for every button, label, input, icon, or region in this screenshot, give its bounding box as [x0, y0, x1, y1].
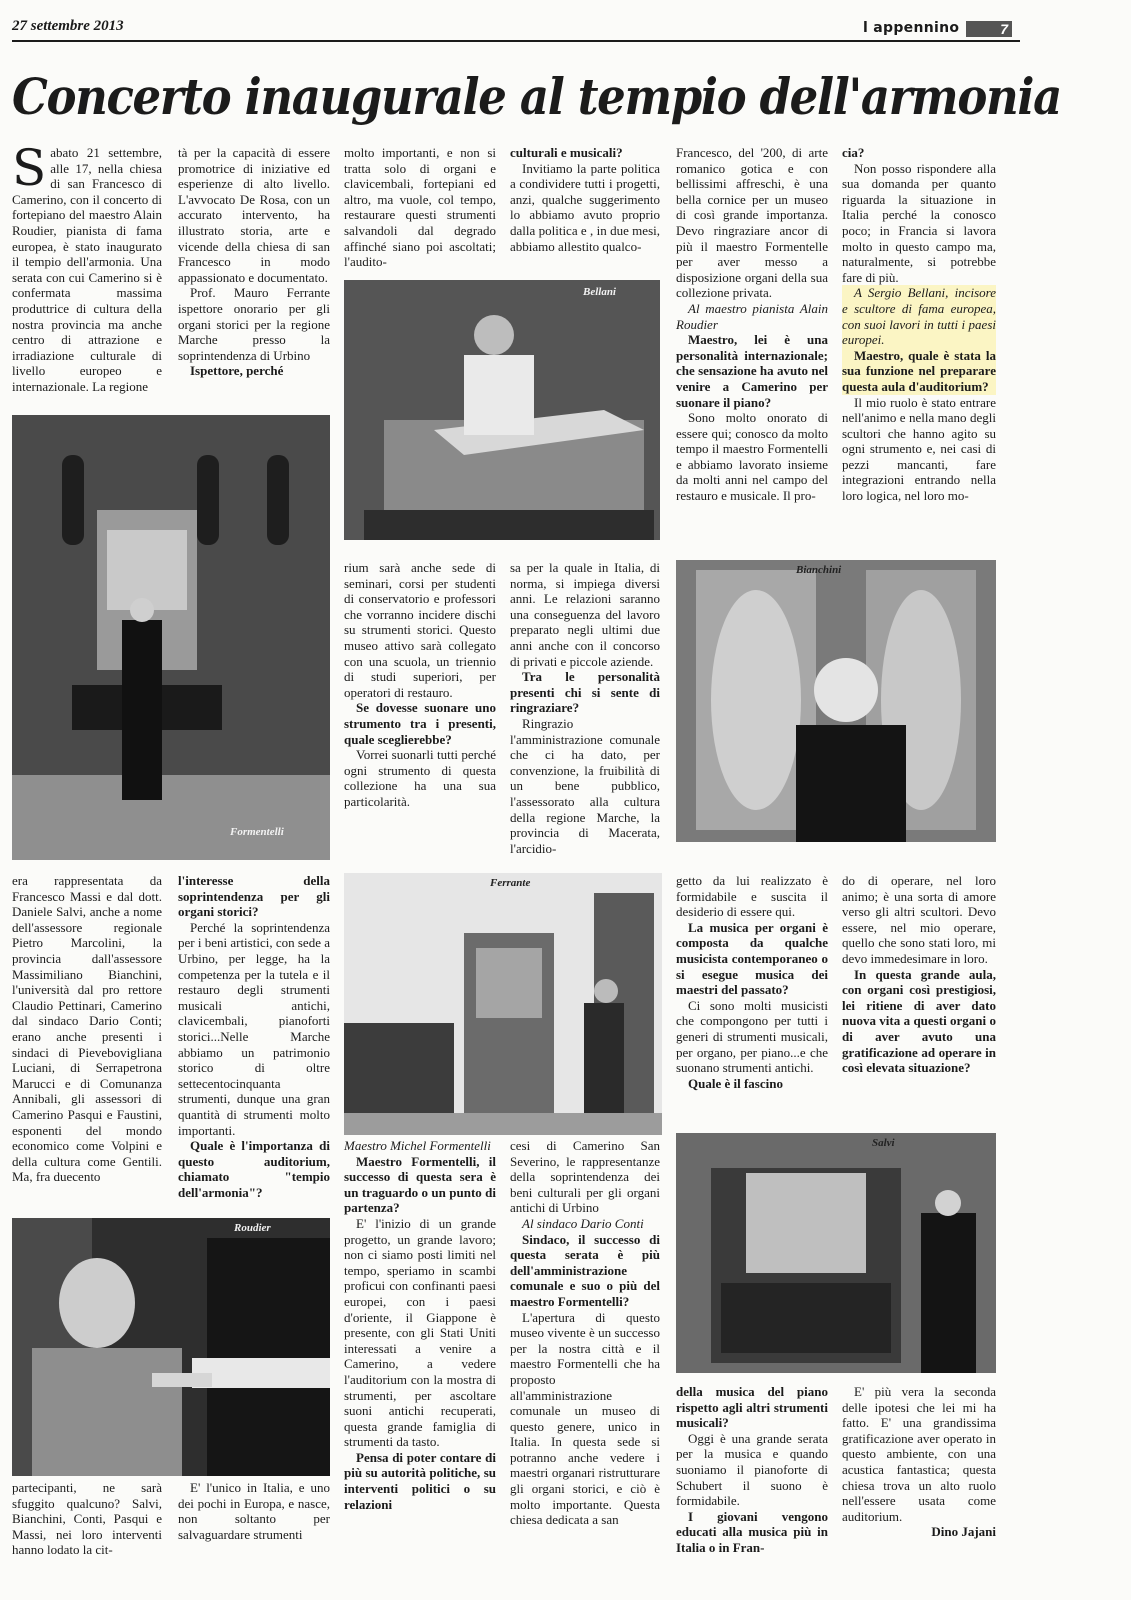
- paragraph: Sono molto onorato di essere qui; conosco da molto tempo il maestro Formentelli e abbiamo lavorato insieme da molti anni nel campo del restauro e musicale. Il pro-: [676, 410, 828, 504]
- paragraph: Perché la soprintendenza per i beni artistici, con sede a Urbino, per legge, ha la competenza per la tutela e il restauro degli strumenti musicali antichi, clavicembali, pianoforti storici...Nelle Marche abbiamo un patrimonio storico di oltre settecentocinquanta strumenti, dunque una gran quantità di strumenti molto importanti.: [178, 919, 330, 1138]
- interview-question: Maestro, quale è stata la sua funzione nel preparare questa aula d'auditorium?: [842, 347, 996, 394]
- interview-question: Tra le personalità presenti chi si sente di ringraziare?: [510, 669, 660, 716]
- photo-credit: Bellani: [582, 286, 616, 298]
- paragraph: abato 21 settembre, alle 17, nella chiesa di san Francesco di Camerino, con il concerto di fortepiano del maestro Alain Roudier, pianista di fama europea, è stato inaugurato il tempio dell'armonia. Una serata con cui Camerino si è confermata massima produttrice di cultura della nostra provincia ma anche centro di attrazione e irradiazione culturale di livello europeo e internazionale. La regione: [12, 145, 162, 394]
- interview-question: Quale è l'importanza di questo auditorium, chiamato "tempio dell'armonia"?: [178, 1138, 330, 1200]
- paragraph: L'apertura di questo museo vivente è un successo per la nostra città e il maestro Formentelli che ha proposto all'amministrazione comunale un museo di questo genere, unico in Italia. In questa sede si potranno anche vedere i maestri organari ristrutturare gli organi storici, e ciò è molto importante. Questa chiesa dedicata a san: [510, 1309, 660, 1528]
- paragraph: Non posso rispondere alla sua domanda per quanto riguarda la situazione in Italia perché la conosco poco; in Francia si lavora molto in questo campo ma, naturalmente, si potrebbe fare di più.: [842, 160, 996, 285]
- photo-salvi-organ: [676, 1133, 996, 1373]
- photo-formentelli-church: [12, 415, 330, 860]
- photo-bellani-sculptor: [344, 280, 660, 540]
- interview-question: Ispettore, perché: [190, 363, 284, 379]
- interview-question: culturali e musicali?: [510, 145, 623, 160]
- article-headline: Concerto inaugurale al tempio dell'armonia: [12, 67, 1061, 126]
- photo-bianchini-speaker: [676, 560, 996, 842]
- caption: Maestro Michel Formentelli: [344, 1138, 491, 1153]
- column-2-bottom: [178, 1480, 330, 1590]
- author-signature: Dino Jajani: [931, 1524, 996, 1540]
- column-3-mid: [344, 560, 496, 860]
- column-4-mid: [510, 560, 660, 860]
- column-4-top: [510, 145, 660, 265]
- column-5-lower: [676, 873, 828, 1123]
- caption: A Sergio Bellani, incisore e scultore di fama europea, con suoi lavori in tutti i paesi europei.: [842, 285, 996, 348]
- caption: Al sindaco Dario Conti: [522, 1215, 644, 1231]
- paragraph: rium sarà anche sede di seminari, corsi per studenti di conservatorio e professori che vorranno incidere dischi su strumenti storici. Questo museo attivo sarà collegato con una scuola, un triennio di studi superiori, per operatori di restauro.: [344, 560, 496, 700]
- newspaper-name: l appennino: [863, 20, 960, 36]
- interview-question: In questa grande aula, con organi così prestigiosi, lei ritiene di aver dato nuova vita a questi organi o di aver avuto una gratificazione ad operare in così elevata situazione?: [842, 966, 996, 1076]
- paragraph: do di operare, nel loro animo; è una sorta di amore verso gli altri scultori. Devo essere, nel mio operare, quello che sono stati loro, mi devo immedesimare in loro.: [842, 873, 996, 966]
- column-1-bottom: [12, 1480, 162, 1590]
- paragraph: Il mio ruolo è stato entrare nell'animo e nella mano degli scultori che hanno agito su ogni strumento e, nei casi di pezzi mancanti, fare integrazioni entrando nella loro logica, nel loro mo-: [842, 394, 996, 504]
- issue-date: 27 settembre 2013: [12, 18, 124, 34]
- interview-question: della musica del piano rispetto agli altri strumenti musicali?: [676, 1384, 828, 1431]
- paragraph: E' l'unico in Italia, e uno dei pochi in Europa, e nasce, non soltanto per salvaguardare strumenti: [178, 1480, 330, 1542]
- paragraph: Oggi è una grande serata per la musica e quando suoniamo il pianoforte di Schubert il suono è formidabile.: [676, 1430, 828, 1509]
- column-3-bottom: [344, 1138, 496, 1588]
- paragraph: sa per la quale in Italia, di norma, si impiega diversi anni. Le relazioni saranno una conseguenza del lavoro preparato negli ultimi due anni anche con il concorso di privati e piccole aziende.: [510, 560, 660, 669]
- paragraph: cesi di Camerino San Severino, le rappresentanze della soprintendenza dei beni culturali per gli organi antichi di Urbino: [510, 1138, 660, 1216]
- paragraph: Prof. Mauro Ferrante ispettore onorario per gli organi storici per la regione Marche presso la soprintendenza di Urbino: [178, 285, 330, 363]
- paragraph: getto da lui realizzato è formidabile e suscita il desiderio di essere qui.: [676, 873, 828, 920]
- photo-credit: Roudier: [234, 1222, 271, 1234]
- interview-question: l'interesse della soprintendenza per gli organi storici?: [178, 873, 330, 920]
- photo-roudier-pianist: [12, 1218, 330, 1476]
- column-1-top: [12, 139, 162, 405]
- paragraph: E' più vera la seconda delle ipotesi che lei mi ha fatto. E' una grandissima gratificazione aver operato in questo ambiente, con una acustica fantastica; questa chiesa trova un alto ruolo nell'essere usata come auditorium.: [842, 1384, 996, 1524]
- column-6-top: [842, 145, 996, 545]
- interview-question: Se dovesse suonare uno strumento tra i presenti, quale sceglierebbe?: [344, 700, 496, 747]
- interview-question: Maestro Formentelli, il successo di questa sera è un traguardo o un punto di partenza?: [344, 1153, 496, 1216]
- column-6-bottom: [842, 1384, 996, 1584]
- column-3-top: [344, 145, 496, 270]
- highlighted-passage: [842, 285, 996, 394]
- drop-cap: S: [12, 139, 47, 197]
- interview-question: La musica per organi è composta da qualche musicista contemporaneo o si esegue musica dei maestri del passato?: [676, 919, 828, 998]
- column-2-top: [178, 145, 330, 405]
- page-number: 7: [966, 21, 1012, 37]
- paragraph: partecipanti, ne sarà sfuggito qualcuno? Salvi, Bianchini, Conti, Pasqui e Massi, nei loro interventi hanno lodato la cit-: [12, 1480, 162, 1558]
- photo-credit: Ferrante: [490, 877, 531, 889]
- photo-credit: Formentelli: [230, 826, 284, 838]
- column-6-lower: [842, 873, 996, 1123]
- paragraph: molto importanti, e non si tratta solo di organi e clavicembali, fortepiani ed altro, ma vuole, col tempo, restaurare questi strumenti salvandoli dal degrado affinché siano poi ascoltati; l'audito-: [344, 145, 496, 270]
- interview-question: Maestro, lei è una personalità internazionale; che sensazione ha avuto nel venire a Camerino per suonare il piano?: [676, 332, 828, 410]
- paragraph: era rappresentata da Francesco Massi e dal dott. Daniele Salvi, anche a nome dell'assessore regionale Pietro Marcolini, la provincia dall'assessore Massimiliano Bianchini, l'università dal pro rettore Claudio Pettinari, Camerino dal sindaco Dario Conti; erano anche presenti i sindaci di Pievebovigliana Luciani, di Serrapetrona Marucci e di Comunanza Annibali, gli assessori di Camerino Pasqui e Faustini, esponenti del mondo economico come Volpini e della cultura come Gentili. Ma, fra duecento: [12, 873, 162, 1185]
- paragraph: Ci sono molti musicisti che compongono per tutti i generi di strumenti musicali, per organo, per piano...e che suonano strumenti antichi.: [676, 997, 828, 1076]
- column-2-lower: [178, 873, 330, 1213]
- caption: Al maestro pianista Alain Roudier: [676, 300, 828, 332]
- interview-question: Pensa di poter contare di più su autorità politiche, su interventi politici o su relazioni: [344, 1449, 496, 1512]
- paragraph: Invitiamo la parte politica a condividere tutti i progetti, anzi, qualche suggerimento lo abbiamo avuto proprio dalla politica e , in due mesi, abbiamo allestito qualco-: [510, 160, 660, 254]
- column-1-lower: [12, 873, 162, 1213]
- interview-question: I giovani vengono educati alla musica più in Italia o in Fran-: [676, 1508, 828, 1555]
- paragraph: E' l'inizio di un grande progetto, un grande lavoro; non ci siamo posti limiti nel tempo, speriamo in scambi proficui con confinanti paesi europei, con i paesi d'oriente, il Giappone è presente, con gli Stati Uniti interessati a venire a Camerino, a vedere l'auditorium con la mostra di strumenti, per ascoltare suoni antichi recuperati, questa grande famiglia di strumenti da tasto.: [344, 1215, 496, 1450]
- column-5-bottom: [676, 1384, 828, 1584]
- interview-question: Quale è il fascino: [688, 1075, 783, 1091]
- paragraph: Vorrei suonarli tutti perché ogni strumento di questa collezione ha una sua particolarità.: [344, 747, 496, 809]
- column-5-top: [676, 145, 828, 545]
- header-rule: [12, 40, 1020, 42]
- paragraph: Ringrazio l'amministrazione comunale che ci ha dato, per convenzione, la fruibilità di un bene pubblico, l'assessorato alla cultura della regione Marche, la provincia di Macerata, l'arcidio-: [510, 715, 660, 856]
- column-4-bottom: [510, 1138, 660, 1588]
- interview-question: cia?: [842, 145, 865, 160]
- photo-credit: Salvi: [872, 1137, 895, 1149]
- photo-ferrante-organ: [344, 873, 662, 1135]
- paragraph: Francesco, del '200, di arte romanico gotica e con bellissimi affreschi, è una bella cornice per un museo di così grande importanza. Devo ringraziare ancor di più il maestro Formentelle per aver messo a disposizione organi della sua collezione privata.: [676, 145, 828, 301]
- paragraph: tà per la capacità di essere promotrice di iniziative ed esperienze di alto livello. L'avvocato De Rosa, con un accurato intervento, ha illustrato storia, arte e vicende della chiesa di san Francesco in modo appassionato e documentato.: [178, 145, 330, 285]
- photo-credit: Bianchini: [796, 564, 842, 576]
- interview-question: Sindaco, il successo di questa serata è più dell'amministrazione comunale e suo o più del maestro Formentelli?: [510, 1231, 660, 1309]
